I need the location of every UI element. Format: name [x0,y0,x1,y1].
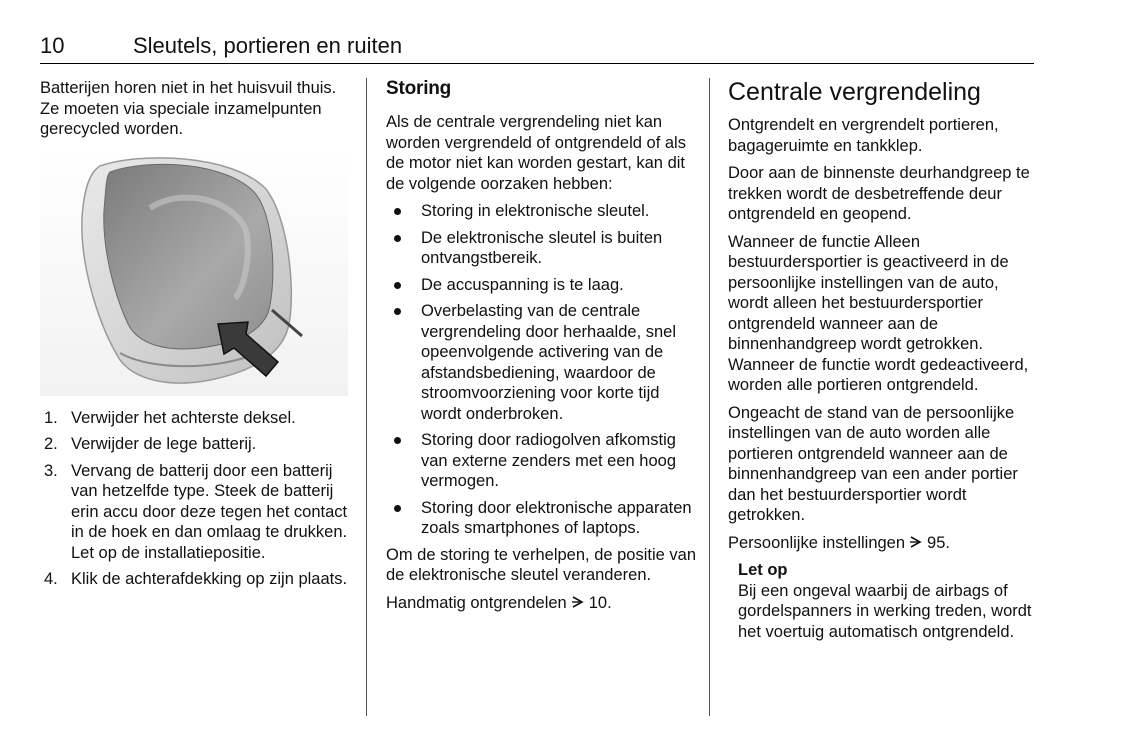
step-item: 1. Verwijder het achterste deksel. [44,408,296,427]
paragraph: Ontgrendelt en vergrendelt portieren, bagageruimte en tankklep. [728,116,999,155]
bullet-icon [394,235,401,242]
bullet-icon [394,437,401,444]
step-item: 4. Klik de achterafdekking op zijn plaats. [44,570,348,588]
cross-reference-arrow-icon [571,595,586,609]
step-item: 3. Vervang de batterij door een batterij van hetzelfde type. Steek de batterij erin accu door deze tegen het contact in de hoek en dan omlaag te drukken. Let op de installatiepositie. [44,461,348,562]
column-divider [709,78,710,716]
list-item: Storing door radiogolven afkomstig van externe zenders met een hoog vermogen. [386,430,698,492]
page-header [40,33,1034,64]
causes-list [386,201,698,539]
list-item: Storing in elektronische sleutel. [386,201,698,222]
step-item: 2. Verwijder de lege batterij. [44,435,257,453]
note-box [728,560,1038,642]
remedy-text: Om de storing te verhelpen, de positie van de elektronische sleutel veranderen. [386,545,697,584]
chapter-title: Sleutels, portieren en ruiten [133,33,403,58]
list-item: De elektronische sleutel is buiten ontvangstbereik. [386,228,698,269]
bullet-icon [394,308,401,315]
paragraph: Door aan de binnenste deurhandgreep te trekken wordt de desbetreffende deur ontgrendeld en geopend. [728,164,1030,223]
battery-disposal-text: Batterijen horen niet in het huisvuil thuis. Ze moeten via speciale inzamelpunten gerecycled worden. [40,79,337,138]
column-divider [366,78,367,716]
cross-reference[interactable]: Handmatig ontgrendelen 10. [386,593,612,612]
note-heading: Let op [738,561,788,579]
key-fob-illustration [40,148,348,396]
column-2 [386,78,698,620]
cross-reference[interactable]: Persoonlijke instellingen 95. [728,533,950,552]
column-1 [40,78,352,596]
bullet-icon [394,505,401,512]
storing-intro: Als de centrale vergrendeling niet kan worden vergrendeld of ontgrendeld of als de motor niet kan worden gestart, kan dit de volgende oorzaken hebben: [386,113,686,193]
bullet-icon [394,282,401,289]
paragraph: Ongeacht de stand van de persoonlijke instellingen van de auto worden alle portieren ontgrendeld wanneer aan de binnenhandgreep van een ander portier dan het bestuurdersportier wordt getrokken. [728,403,1018,524]
section-heading-centrale-vergrendeling: Centrale vergrendeling [728,78,981,106]
list-item: De accuspanning is te laag. [386,275,698,296]
column-3 [728,78,1038,642]
section-heading-storing: Storing [386,78,452,99]
page-number: 10 [40,33,65,58]
battery-steps-list [40,408,352,590]
bullet-icon [394,208,401,215]
note-text: Bij een ongeval waarbij de airbags of gordelspanners in werking treden, wordt het voertuig automatisch ontgrendeld. [738,581,1032,641]
cross-reference-arrow-icon [909,535,924,549]
paragraph: Wanneer de functie Alleen bestuurdersportier is geactiveerd in de persoonlijke instellingen van de auto, wordt alleen het bestuurdersportier ontgrendeld wanneer aan de binnenhandgreep wordt getrokken. Wanneer de functie wordt gedeactiveerd, worden alle portieren ontgrendeld. [728,232,1029,394]
list-item: Overbelasting van de centrale vergrendeling door herhaalde, snel opeenvolgende activering van de afstandsbediening, waardoor de stroomvoorziening voor korte tijd wordt onderbroken. [386,301,698,424]
list-item: Storing door elektronische apparaten zoals smartphones of laptops. [386,498,698,539]
